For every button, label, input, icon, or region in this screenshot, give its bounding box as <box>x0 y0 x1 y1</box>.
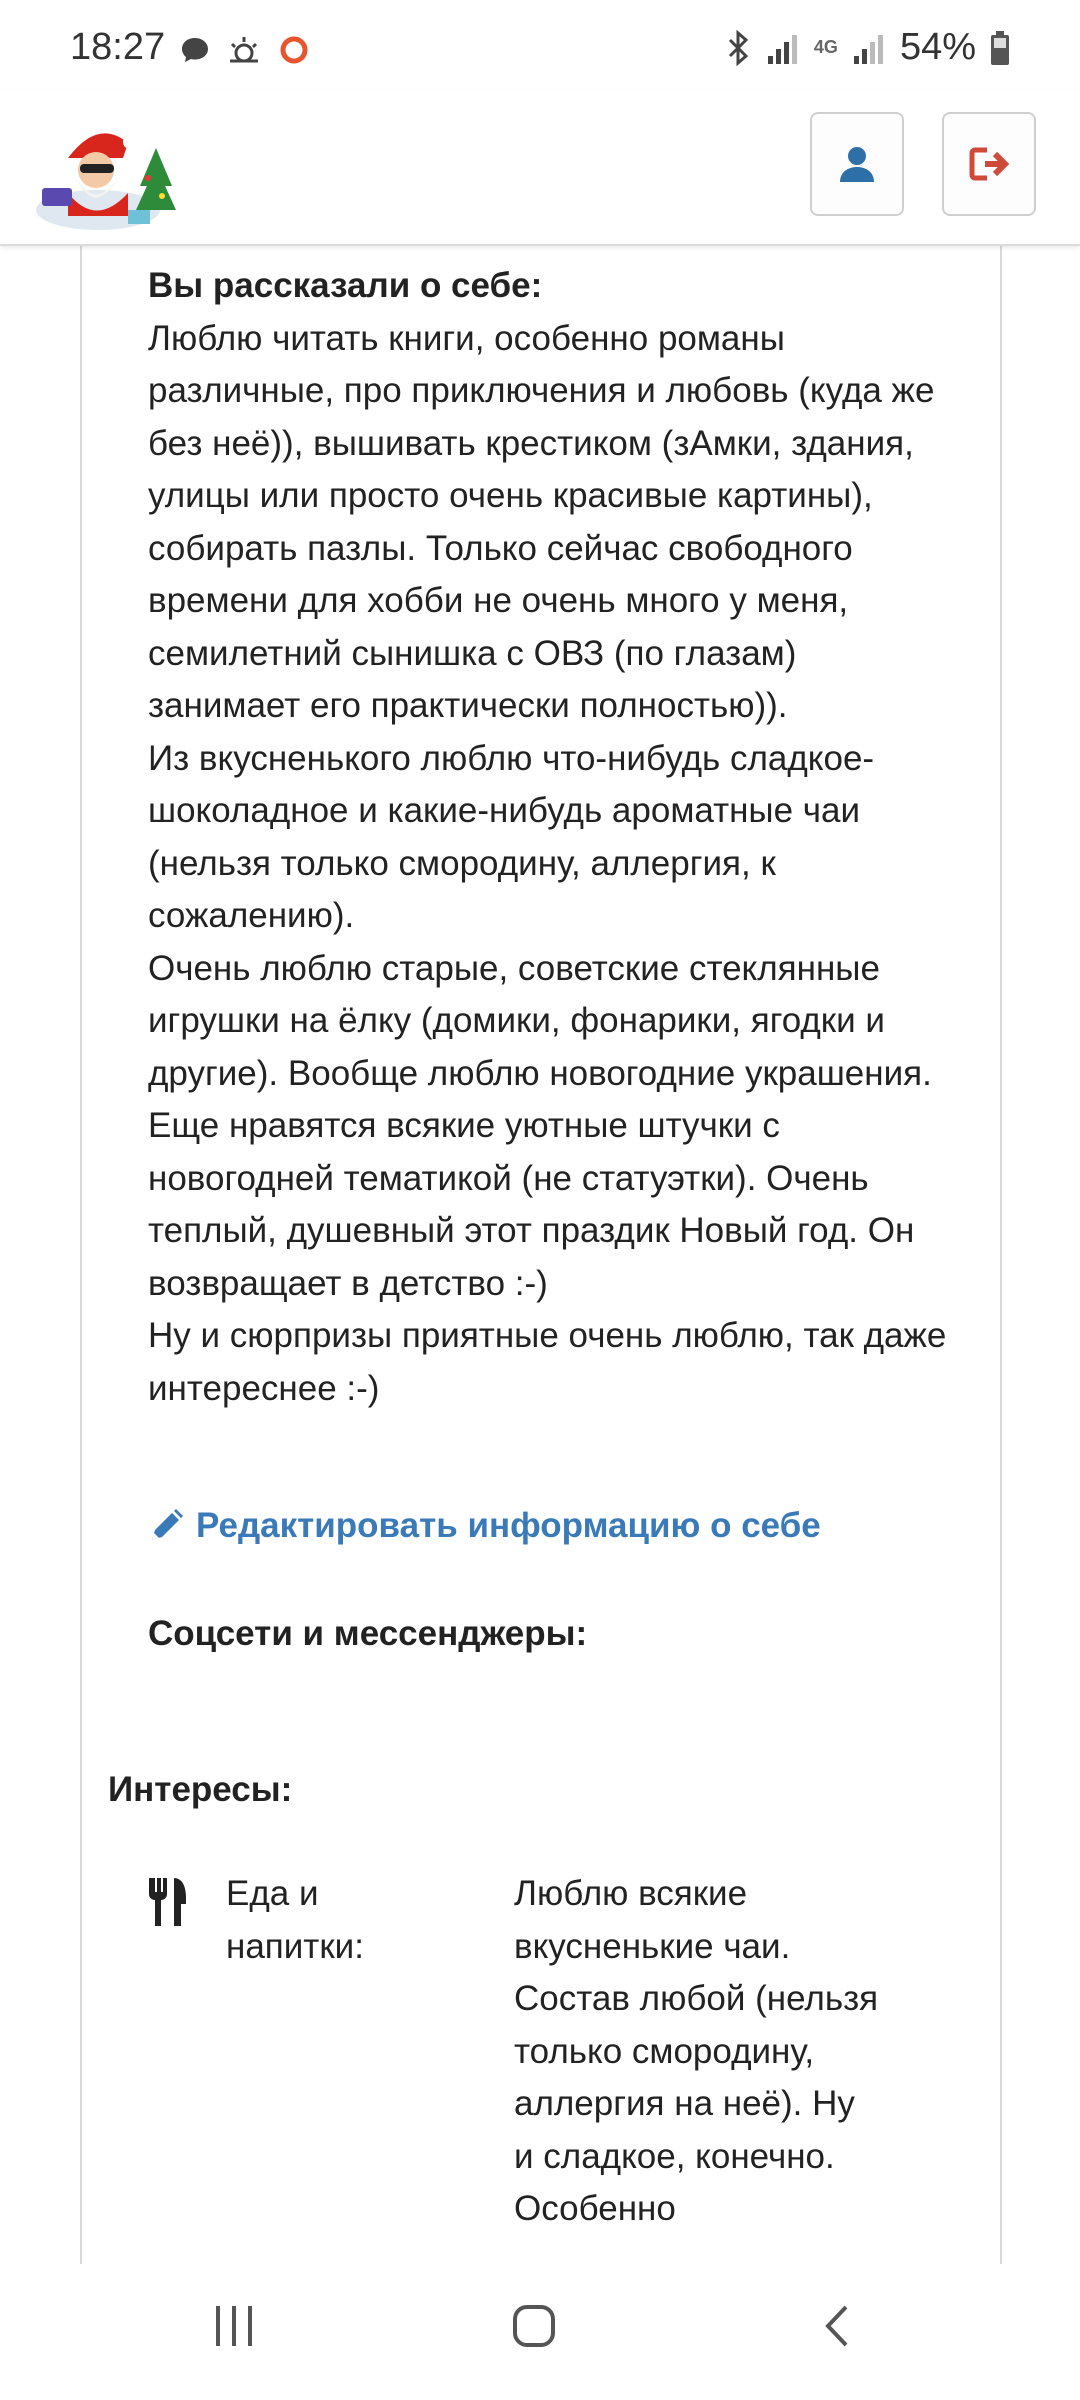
pencil-icon <box>148 1508 184 1544</box>
fork-knife-icon <box>146 1876 190 1928</box>
interests-title: Интересы: <box>108 1770 293 1809</box>
about-paragraph: Люблю читать книги, особенно романы различные, про приключения и любовь (куда же без неё)), вышивать крестиком (зАмки, здания, улицы или просто очень красивые картины), собирать пазлы. Только сейчас свободного времени для хобби не очень много у меня, семилетний сынишка с ОВЗ (по глазам) занимает его практически полностью)). <box>148 318 935 725</box>
social-title: Соцсети и мессенджеры: <box>148 1614 588 1653</box>
site-header <box>0 90 1080 246</box>
profile-button[interactable] <box>810 112 904 216</box>
battery-icon <box>990 30 1010 66</box>
santa-logo[interactable] <box>28 98 178 238</box>
profile-card <box>80 244 1002 2264</box>
recent-apps-icon[interactable] <box>214 2304 254 2348</box>
status-system-icons <box>726 26 1010 69</box>
about-paragraph: Из вкусненького люблю что-нибудь сладкое-шоколадное и какие-нибудь ароматные чаи (нельзя только смородину, аллергия, к сожалению). <box>148 738 875 935</box>
network-type: 4G <box>813 37 838 57</box>
status-notification-icons <box>180 34 310 66</box>
status-bar <box>0 0 1080 90</box>
edit-about-label: Редактировать информацию о себе <box>196 1506 821 1545</box>
user-icon <box>837 144 877 184</box>
interest-text: Люблю всякие вкусненькие чаи. Состав любой (нельзя только смородину, аллергия на неё). Ну и сладкое, конечно. Особенно <box>514 1874 879 2228</box>
weather-icon <box>226 35 262 65</box>
battery-percent: 54% <box>899 26 976 68</box>
signal-icon <box>766 32 800 64</box>
about-paragraph: Ну и сюрпризы приятные очень люблю, так даже интереснее :-) <box>148 1316 947 1408</box>
santa-logo-image <box>28 98 178 238</box>
signal-icon-2 <box>852 32 886 64</box>
bluetooth-icon <box>726 30 752 66</box>
logout-icon <box>967 144 1011 184</box>
about-title: Вы рассказали о себе: <box>148 266 543 305</box>
message-icon <box>180 36 210 64</box>
about-paragraph: Еще нравятся всякие уютные штучки с новогодней тематикой (не статуэтки). Очень теплый, душевный этот праздик Новый год. Он возвращает в детство :-) <box>148 1106 915 1303</box>
interest-label: Еда и напитки: <box>226 1874 364 1966</box>
logout-button[interactable] <box>942 112 1036 216</box>
status-time: 18:27 <box>70 26 166 68</box>
about-paragraph: Очень люблю старые, советские стеклянные игрушки на ёлку (домики, фонарики, ягодки и другие). Вообще люблю новогодние украшения. <box>148 948 932 1093</box>
home-icon[interactable] <box>512 2304 556 2348</box>
back-icon[interactable] <box>822 2304 852 2348</box>
about-section <box>148 260 948 1415</box>
edit-about-link[interactable] <box>148 1506 821 1546</box>
system-nav-bar <box>0 2264 1080 2400</box>
record-icon <box>278 34 310 66</box>
